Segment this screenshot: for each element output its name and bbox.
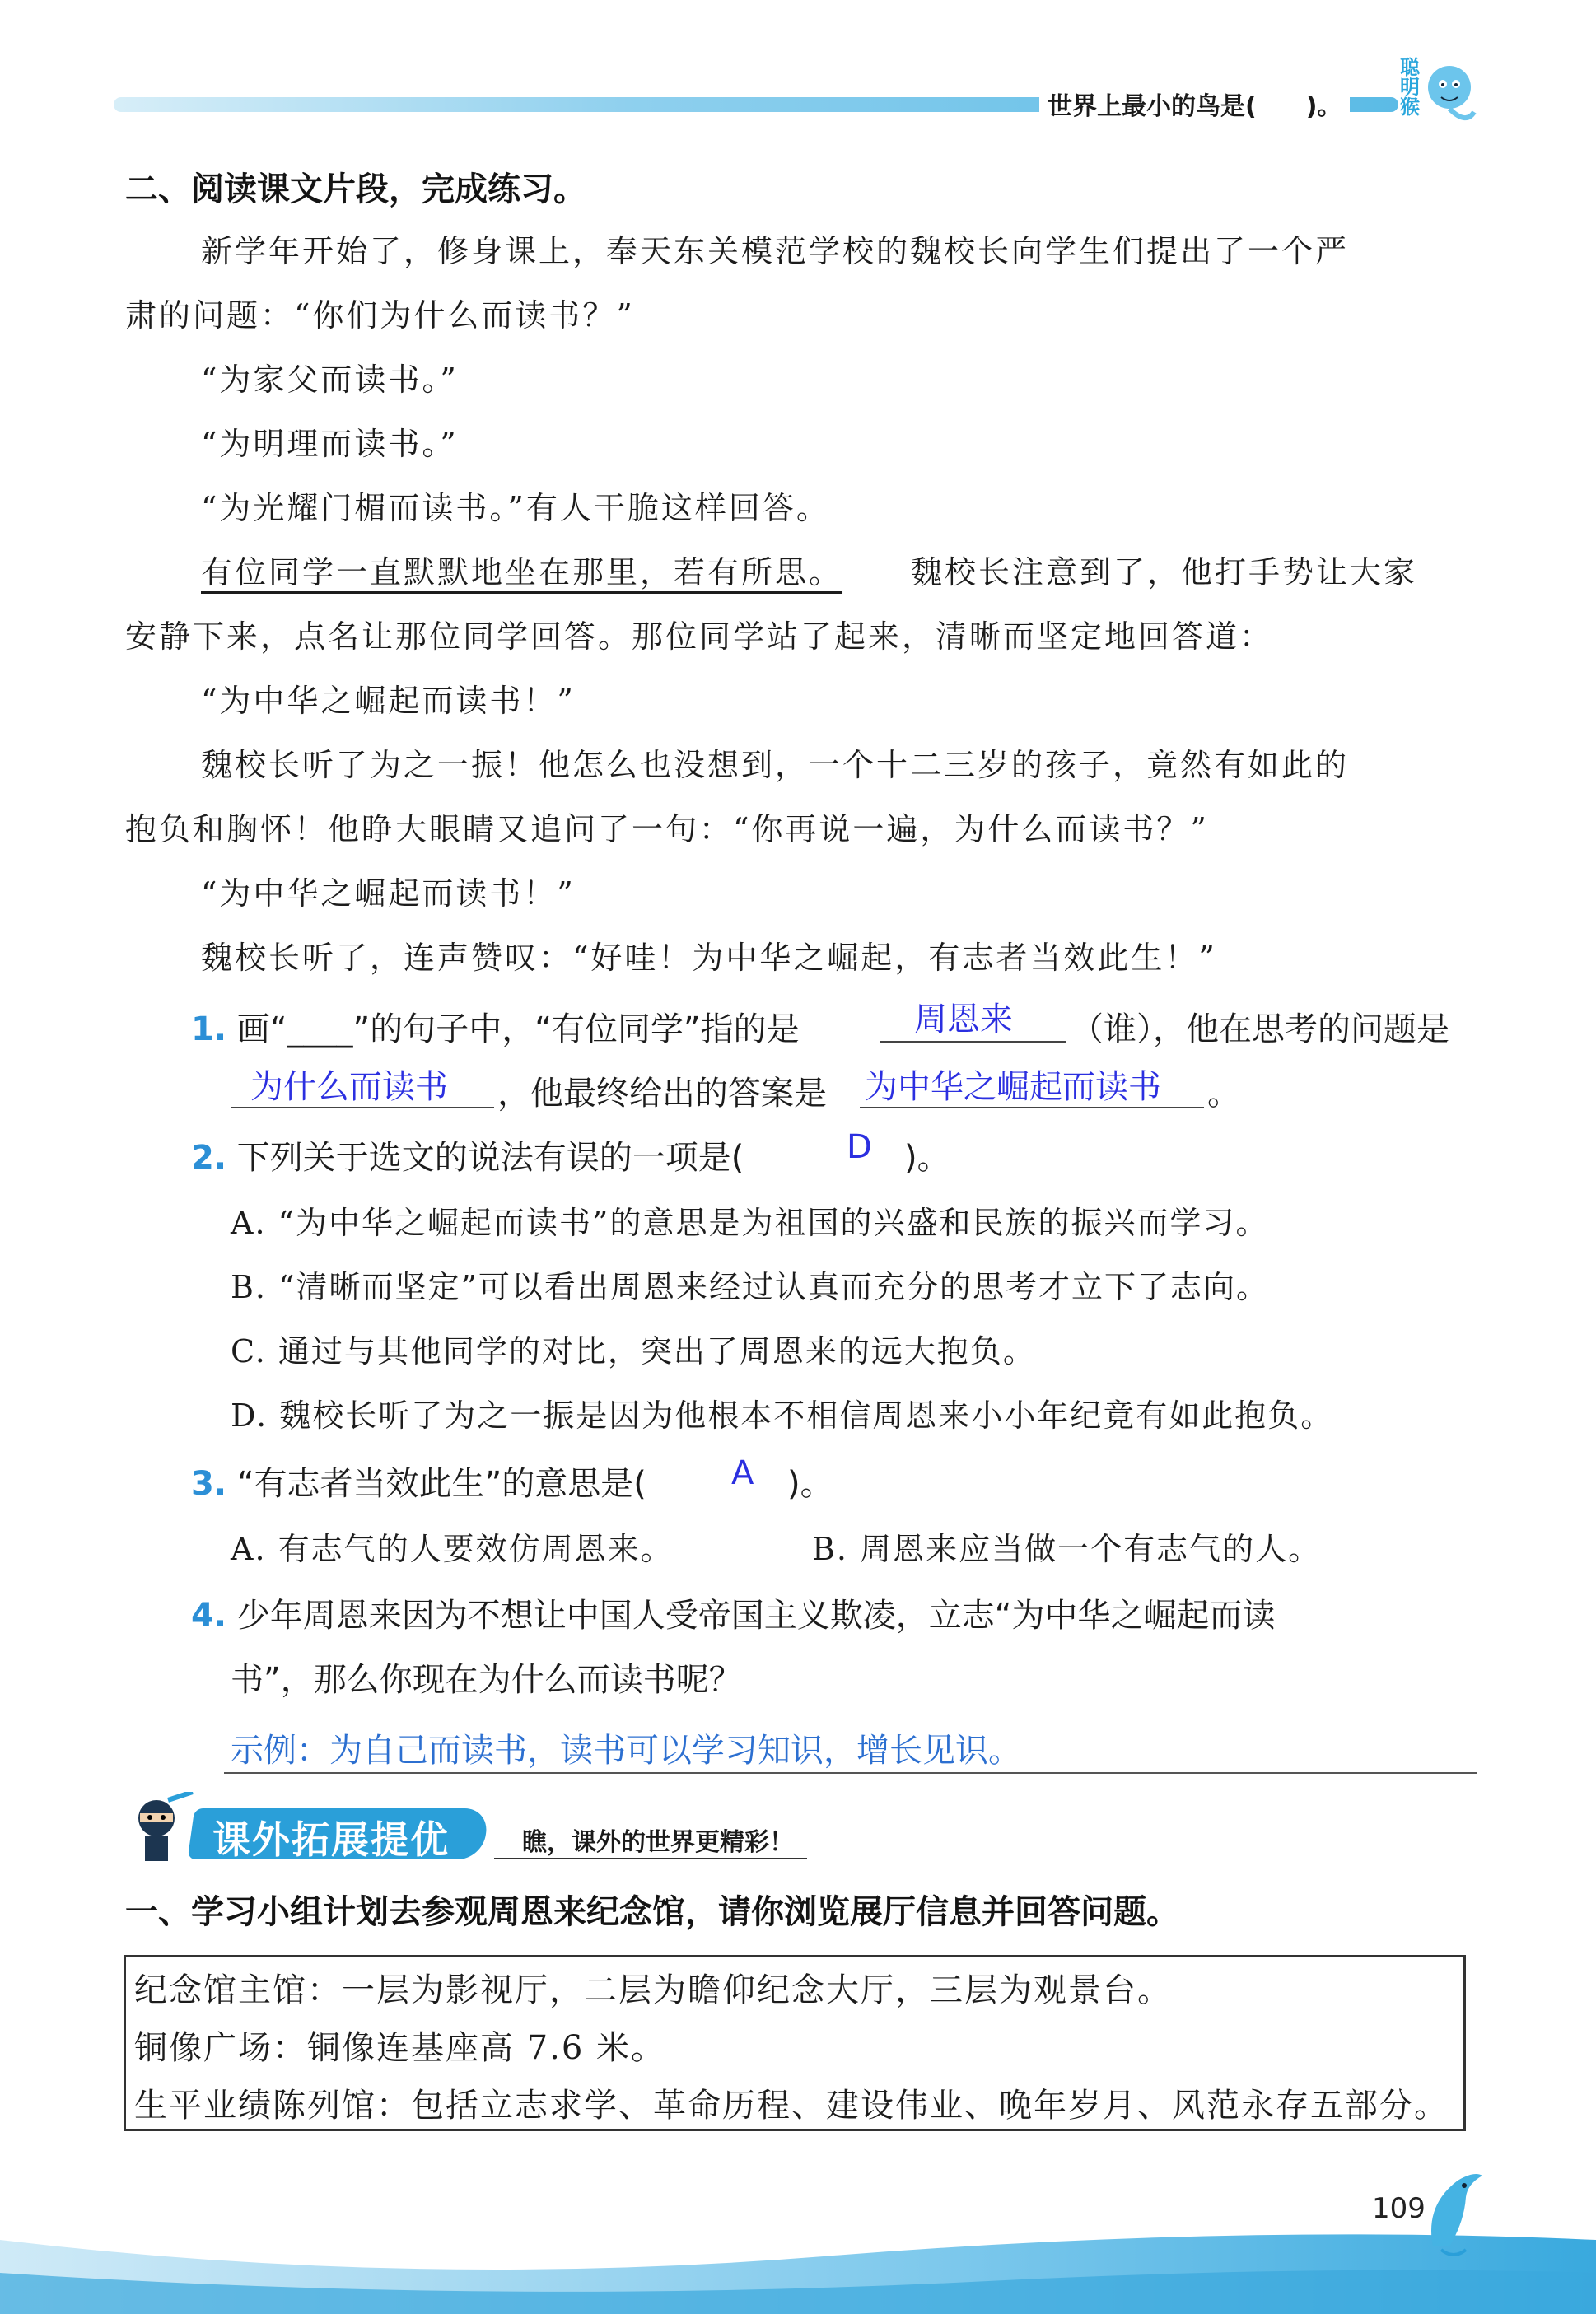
- passage-line: “为光耀门楣而读书。”有人干脆这样回答。: [201, 490, 830, 526]
- passage-line: “为明理而读书。”: [201, 426, 459, 462]
- question-number: 4.: [191, 1597, 227, 1635]
- passage-line: 安静下来，点名让那位同学回答。那位同学站了起来，清晰而坚定地回答道：: [125, 618, 1274, 655]
- ninja-mascot-icon: [124, 1792, 198, 1874]
- mascot-label: 聪明猴: [1400, 56, 1420, 119]
- question-text: ，他最终给出的答案是: [497, 1075, 827, 1113]
- answer-1c: 为中华之崛起而读书: [865, 1068, 1161, 1106]
- info-line: 纪念馆主馆：一层为影视厅，二层为瞻仰纪念大厅，三层为观景台。: [134, 1971, 1172, 2009]
- option-b: B. “清晰而坚定”可以看出周恩来经过认真而充分的思考才立下了志向。: [231, 1269, 1269, 1305]
- passage-line: “为中华之崛起而读书！”: [201, 875, 576, 912]
- question-text: )。: [904, 1139, 950, 1177]
- option-c: C. 通过与其他同学的对比，突出了周恩来的远大抱负。: [231, 1333, 1036, 1369]
- option-d: D. 魏校长听了为之一振是因为他根本不相信周恩来小小年纪竟有如此抱负。: [231, 1397, 1334, 1434]
- extension-title: 一、学习小组计划去参观周恩来纪念馆，请你浏览展厅信息并回答问题。: [125, 1893, 1179, 1931]
- question-text: 少年周恩来因为不想让中国人受帝国主义欺凌，立志“为中华之崛起而读: [236, 1597, 1276, 1635]
- passage-line: 魏校长注意到了，他打手势让大家: [911, 554, 1418, 590]
- answer-3: A: [731, 1454, 754, 1492]
- question-2: [191, 1131, 744, 1178]
- dolphin-icon: [1416, 2164, 1491, 2263]
- answer-blank: [860, 1107, 1204, 1108]
- option-a: A. 有志气的人要效仿周恩来。: [231, 1531, 674, 1567]
- passage-line: 魏校长听了为之一振！他怎么也没想到，一个十二三岁的孩子，竟然有如此的: [201, 747, 1350, 783]
- question-text: 书”，那么你现在为什么而读书呢？: [231, 1661, 742, 1699]
- passage-line: “为家父而读书。”: [201, 362, 459, 398]
- divider: [494, 1858, 807, 1859]
- info-line: 生平业绩陈列馆：包括立志求学、革命历程、建设伟业、晚年岁月、风范永存五部分。: [134, 2087, 1449, 2125]
- extension-subtitle: 瞧，课外的世界更精彩！: [522, 1828, 794, 1857]
- question-4: [191, 1589, 1275, 1636]
- header-tip: 世界上最小的鸟是( )。: [1039, 86, 1350, 122]
- question-number: 1.: [191, 1010, 227, 1048]
- option-a: A. “为中华之崛起而读书”的意思是为祖国的兴盛和民族的振兴而学习。: [231, 1205, 1269, 1241]
- answer-1a: 周恩来: [914, 1001, 1013, 1038]
- option-b: B. 周恩来应当做一个有志气的人。: [812, 1531, 1322, 1567]
- answer-blank: [231, 1107, 494, 1108]
- passage-line: “为中华之崛起而读书！”: [201, 683, 576, 719]
- question-text: 下列关于选文的说法有误的一项是(: [236, 1139, 744, 1177]
- answer-2: D: [847, 1128, 872, 1166]
- question-text: （谁），他在思考的问题是: [1071, 1010, 1449, 1048]
- answer-1b: 为什么而读书: [250, 1068, 448, 1106]
- info-box: [124, 1955, 1466, 2131]
- question-number: 2.: [191, 1139, 227, 1177]
- footer-wave: [0, 2182, 1596, 2314]
- answer-line: [224, 1772, 1477, 1774]
- passage-line: 肃的问题：“你们为什么而读书？”: [125, 297, 635, 334]
- passage-line: 新学年开始了，修身课上，奉天东关模范学校的魏校长向学生们提出了一个严: [201, 233, 1350, 269]
- section-title: 二、阅读课文片段，完成练习。: [125, 170, 586, 208]
- question-text: )。: [787, 1465, 833, 1503]
- underlined-sentence: 有位同学一直默默地坐在那里，若有所思。: [201, 554, 843, 590]
- question-text: 。: [1207, 1075, 1240, 1113]
- page-number: 109: [1372, 2192, 1426, 2225]
- question-number: 3.: [191, 1465, 227, 1503]
- answer-4: 示例：为自己而读书，读书可以学习知识，增长见识。: [231, 1732, 1021, 1770]
- question-text: “有志者当效此生”的意思是(: [236, 1465, 646, 1503]
- passage-line: 魏校长听了，连声赞叹：“好哇！为中华之崛起，有志者当效此生！”: [201, 940, 1217, 976]
- answer-blank: [880, 1041, 1066, 1043]
- info-line: 铜像广场：铜像连基座高 7.6 米。: [134, 2029, 666, 2067]
- extension-banner-text: 课外拓展提优: [212, 1817, 450, 1862]
- question-text: 画“____”的句子中，“有位同学”指的是: [236, 1010, 800, 1048]
- question-1: [191, 1003, 800, 1050]
- question-3: [191, 1458, 646, 1505]
- passage-line: 抱负和胸怀！他睁大眼睛又追问了一句：“你再说一遍，为什么而读书？”: [125, 811, 1209, 847]
